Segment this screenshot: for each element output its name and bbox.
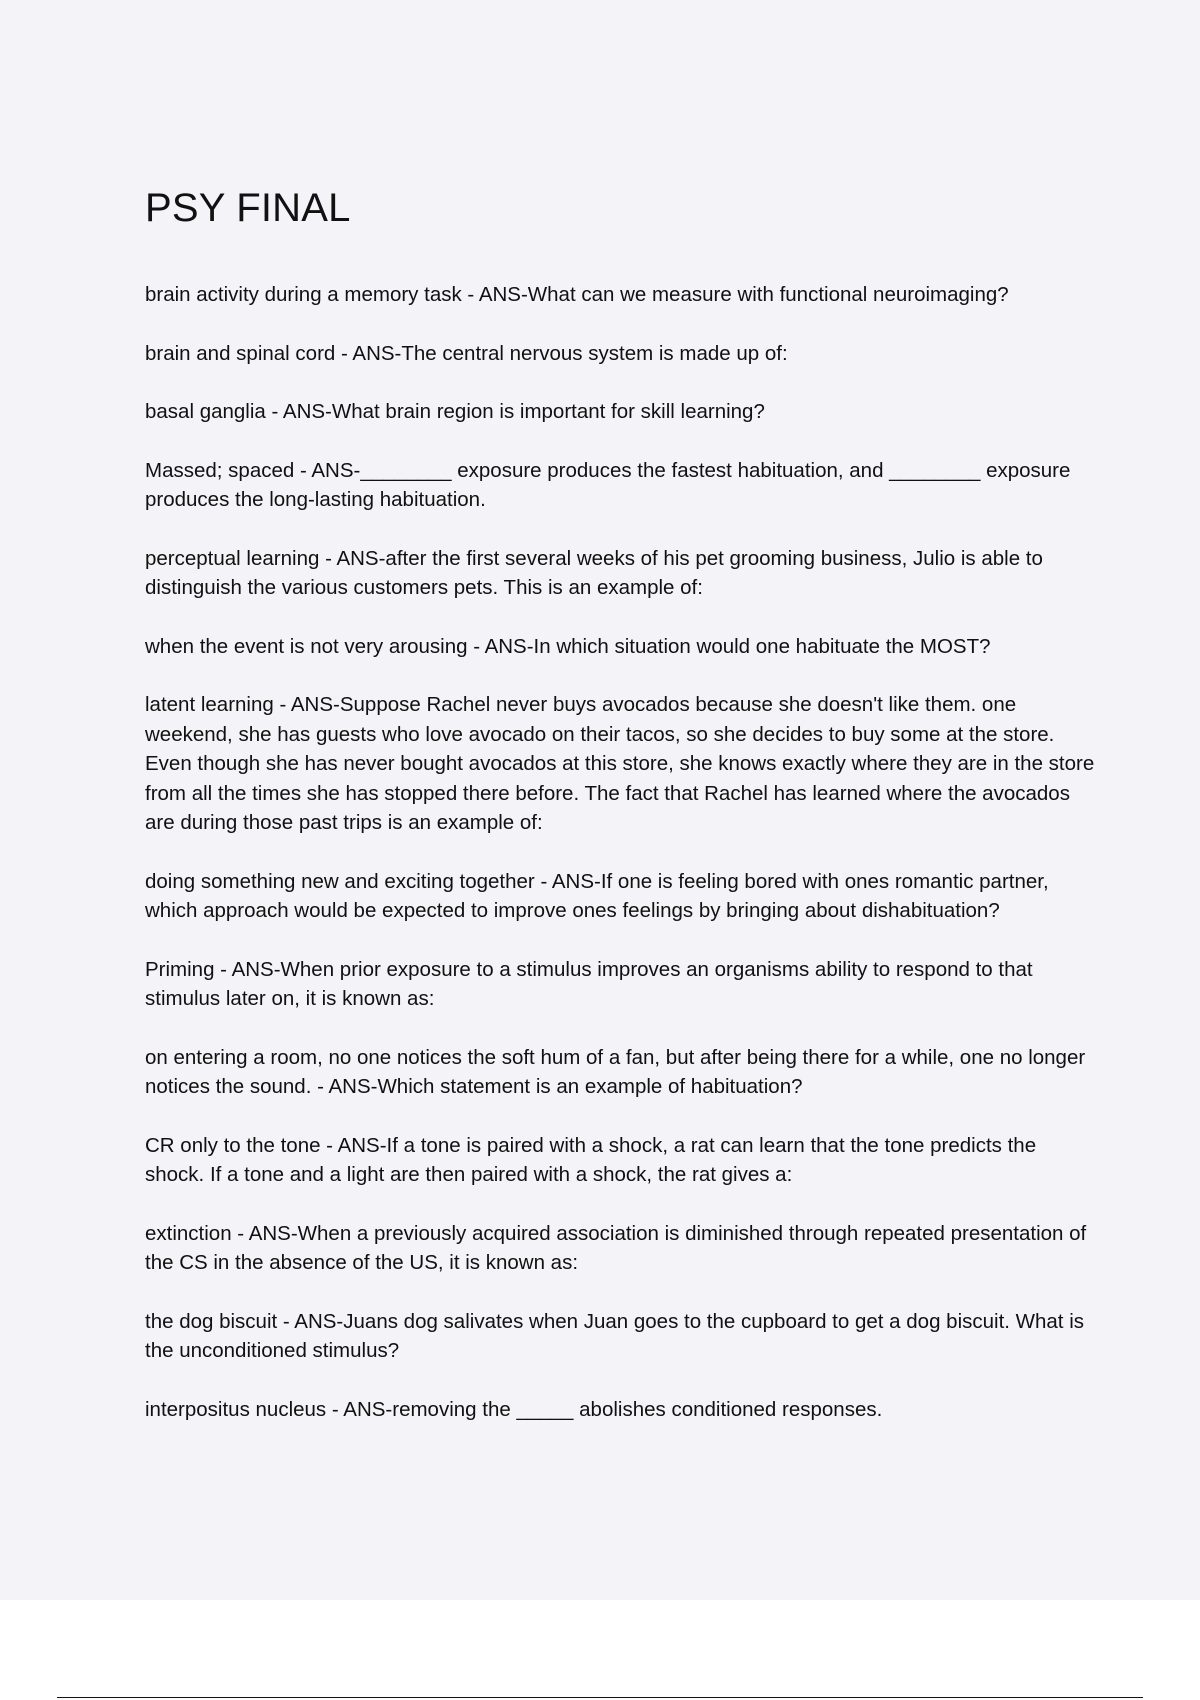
document-title: PSY FINAL (145, 186, 351, 230)
qa-entry: perceptual learning - ANS-after the first several weeks of his pet grooming business, Julio is able to distinguish the various customers pets. This is an example of: (145, 546, 1043, 599)
qa-entry: interpositus nucleus - ANS-removing the _____ abolishes conditioned responses. (145, 1397, 883, 1421)
qa-entry: brain activity during a memory task - ANS-What can we measure with functional neuroimaging? (145, 283, 1009, 306)
footer-divider (57, 1697, 1143, 1698)
document-content (145, 182, 1095, 1453)
qa-entry: basal ganglia - ANS-What brain region is important for skill learning? (145, 400, 765, 423)
qa-entry: doing something new and exciting together - ANS-If one is feeling bored with ones romantic partner, which approach would be expected to improve ones feelings by bringing about dishabituation? (145, 869, 1049, 922)
qa-entry: brain and spinal cord - ANS-The central nervous system is made up of: (145, 341, 788, 365)
qa-entry: CR only to the tone - ANS-If a tone is paired with a shock, a rat can learn that the tone predicts the shock. If a tone and a light are then paired with a shock, the rat gives a: (145, 1133, 1037, 1186)
qa-entry: on entering a room, no one notices the soft hum of a fan, but after being there for a while, one no longer notices the sound. - ANS-Which statement is an example of habituation? (145, 1045, 1086, 1098)
qa-entry: when the event is not very arousing - ANS-In which situation would one habituate the MOST? (145, 634, 991, 658)
qa-entry: extinction - ANS-When a previously acquired association is diminished through repeated presentation of the CS in the absence of the US, it is known as: (145, 1221, 1087, 1274)
qa-entry: the dog biscuit - ANS-Juans dog salivates when Juan goes to the cupboard to get a dog biscuit. What is the unconditioned stimulus? (145, 1309, 1085, 1362)
qa-entry: latent learning - ANS-Suppose Rachel never buys avocados because she doesn't like them. one weekend, she has guests who love avocado on their tacos, so she decides to buy some at the store. Even though she has never bought avocados at this store, she knows exactly where they are in the store from all the times she has stopped there before. The fact that Rachel has learned where the avocados are during those past trips is an example of: (145, 693, 1095, 834)
qa-entry: Massed; spaced - ANS-________ exposure produces the fastest habituation, and ________ exposure produces the long-lasting habituation. (145, 458, 1071, 511)
qa-entry: Priming - ANS-When prior exposure to a stimulus improves an organisms ability to respond to that stimulus later on, it is known as: (145, 957, 1033, 1010)
